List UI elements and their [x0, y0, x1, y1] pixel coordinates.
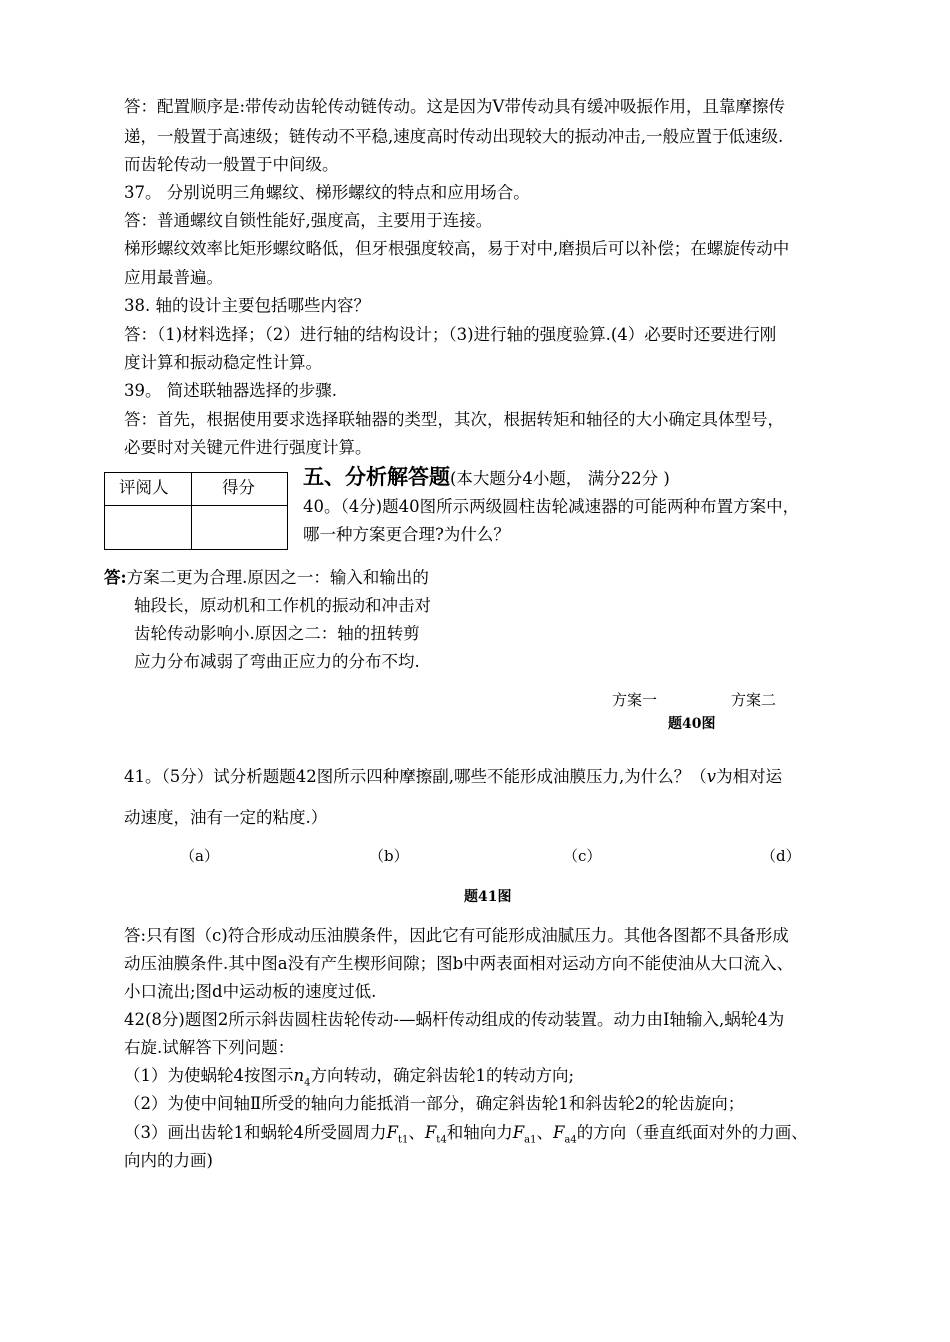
subfig-a-label: （a） — [180, 847, 219, 865]
figure-41-caption: 题41图 — [464, 889, 512, 905]
answer-label: 答: — [104, 568, 127, 587]
q42-item-3: （3）画出齿轮1和蜗轮4所受圆周力$F_{t1}$、$F_{t4}$和轴向力$F_{a1}$、$F_{a4}$的方向（垂直纸面对外的力画、 — [124, 1123, 808, 1146]
section-heading — [303, 464, 670, 492]
scheme-2-label: 方案二 — [731, 691, 777, 709]
text-line: 度计算和振动稳定性计算。 — [124, 353, 322, 372]
q40-answer-line: 轴段长，原动机和工作机的振动和冲击对 — [134, 596, 431, 615]
subfig-c-label: （c） — [563, 847, 602, 865]
text-line: 答：配置顺序是:带传动齿轮传动链传动。这是因为V带传动具有缓冲吸振作用，且靠摩擦传 — [124, 97, 785, 116]
q42-item-2: （2）为使中间轴Ⅱ所受的轴向力能抵消一部分，确定斜齿轮1和斜齿轮2的轮齿旋向； — [124, 1094, 745, 1113]
question-42: 42(8分)题图2所示斜齿圆柱齿轮传动-—蜗杆传动组成的传动装置。动力由I轴输入,蜗轮4为 — [124, 1010, 785, 1029]
question-41-cont: 动速度，油有一定的粘度.） — [124, 808, 328, 827]
text-line: 梯形螺纹效率比矩形螺纹略低，但牙根强度较高，易于对中,磨损后可以补偿；在螺旋传动中 — [124, 239, 790, 258]
text-line: 递，一般置于高速级；链传动不平稳,速度高时传动出现较大的振动冲击,一般应置于低速级. — [124, 127, 784, 146]
question-40-cont: 哪一种方案更合理?为什么？ — [303, 525, 510, 544]
q40-answer-line: 应力分布减弱了弯曲正应力的分布不均. — [134, 652, 420, 671]
subfig-b-label: （b） — [369, 847, 409, 865]
text-line: 答：普通螺纹自锁性能好,强度高，主要用于连接。 — [124, 211, 493, 230]
text-line: 必要时对关键元件进行强度计算。 — [124, 438, 372, 457]
scheme-1-label: 方案一 — [612, 691, 658, 709]
question-39: 39。 简述联轴器选择的步骤. — [124, 381, 337, 400]
score-table — [104, 472, 288, 550]
text-line: 应用最普遍。 — [124, 268, 223, 287]
q42-item-3-cont: 向内的力画) — [124, 1151, 213, 1170]
question-42-cont: 右旋.试解答下列问题： — [124, 1038, 295, 1057]
question-40: 40。（4分)题40图所示两级圆柱齿轮减速器的可能两种布置方案中， — [303, 497, 800, 516]
text-line: 答：首先，根据使用要求选择联轴器的类型，其次，根据转矩和轴径的大小确定具体型号， — [124, 410, 784, 429]
figure-40-caption: 题40图 — [668, 716, 716, 732]
question-41: 41。（5分）试分析题题42图所示四种摩擦副,哪些不能形成油膜压力,为什么？（v为相对运 — [124, 767, 783, 786]
q42-item-1: （1）为使蜗轮4按图示$n_4$方向转动，确定斜齿轮1的转动方向; — [124, 1066, 575, 1089]
subfig-d-label: （d） — [761, 847, 801, 865]
score-header: 得分 — [222, 478, 255, 497]
q41-answer-line: 小口流出;图d中运动板的速度过低. — [124, 982, 377, 1001]
q40-answer-line: 答:方案二更为合理.原因之一：输入和输出的 — [104, 568, 429, 587]
section-note: (本大题分4小题， 满分22分 ) — [450, 469, 670, 488]
text-line: 答：（1)材料选择；（2）进行轴的结构设计；（3)进行轴的强度验算.(4）必要时还要进行刚 — [124, 325, 777, 344]
question-38: 38. 轴的设计主要包括哪些内容？ — [124, 296, 370, 315]
q40-answer-line: 齿轮传动影响小.原因之二：轴的扭转剪 — [134, 624, 420, 643]
q41-answer-line: 动压油膜条件.其中图a没有产生楔形间隙；图b中两表面相对运动方向不能使油从大口流入、 — [124, 954, 794, 973]
section-title: 五、分析解答题 — [303, 465, 450, 489]
reviewer-header: 评阅人 — [119, 478, 169, 497]
text-line: 而齿轮传动一般置于中间级。 — [124, 155, 339, 174]
question-37: 37。 分别说明三角螺纹、梯形螺纹的特点和应用场合。 — [124, 183, 530, 202]
q41-answer-line: 答:只有图（c)符合形成动压油膜条件，因此它有可能形成油腻压力。其他各图都不具备形成 — [124, 926, 789, 945]
